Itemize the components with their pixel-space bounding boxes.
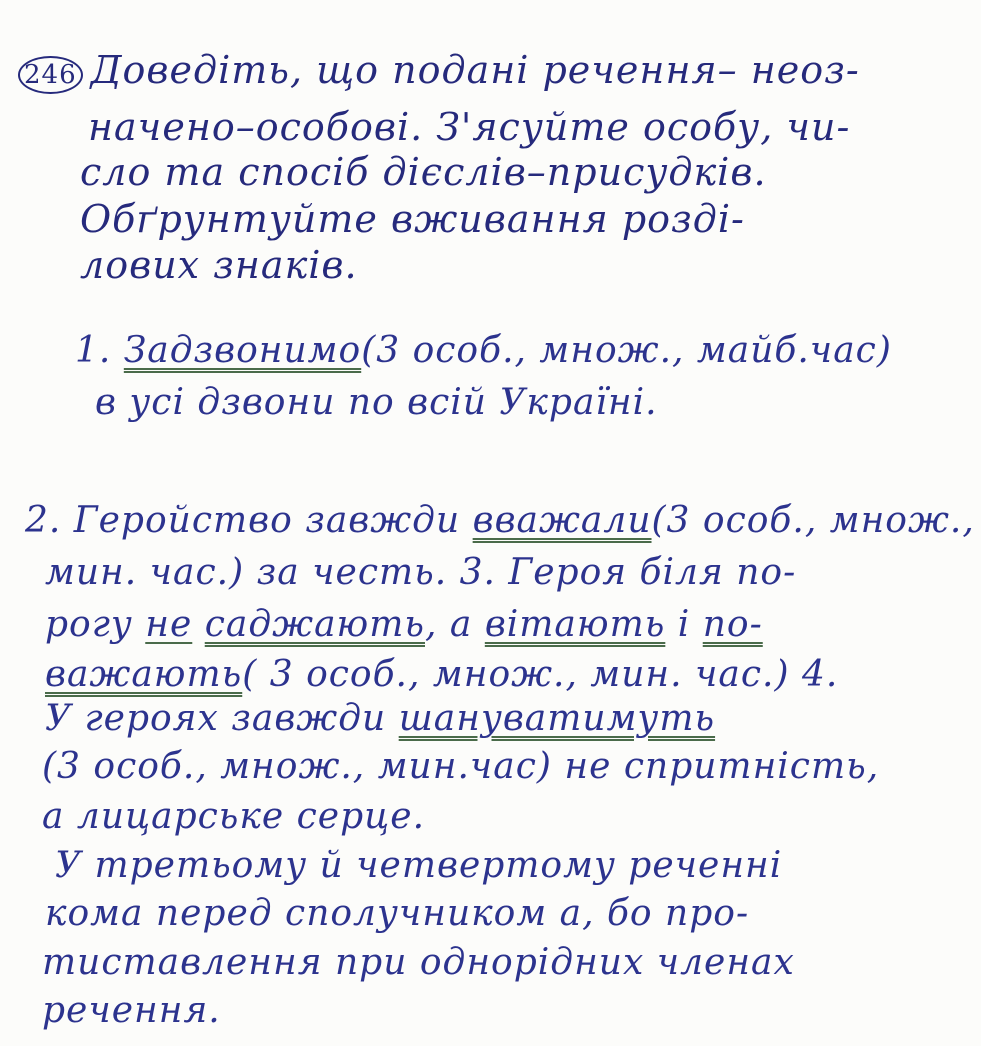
task-line-2: начено–особові. З'ясуйте особу, чи- [88,105,851,149]
explanation-line-4: речення. [42,990,221,1031]
answer1-line-2: в усі дзвони по всій Україні. [95,382,658,423]
predicate: по- [702,604,763,645]
answer2-line-6: (3 особ., множ., мин.час) не спритність, [42,746,880,787]
answer2-line-7: а лицарське серце. [42,796,426,837]
answer2-line-2: мин. час.) за честь. 3. Героя біля по- [45,552,797,593]
task-line-4: Обґрунтуйте вживання розді- [80,197,745,241]
answer2-line-4: важають( 3 особ., множ., мин. час.) 4. [45,654,839,695]
answer2-line-5: У героях завжди шануватимуть [45,698,716,739]
explanation-line-2: кома перед сполучником а, бо про- [45,893,750,934]
task-line-1: 246 Доведіть, що подані речення– неоз- [18,48,860,94]
answer2-line-1: 2. Геройство завжди вважали(3 особ., множ., [25,500,975,541]
predicate: саджають [204,604,425,645]
answer1-line-1: 1. Задзвонимо(3 особ., множ., майб.час) [75,330,892,371]
predicate: Задзвонимо [123,330,362,371]
predicate: важають [45,654,243,695]
explanation-line-1: У третьому й четвертому реченні [55,845,783,886]
task-line-5: лових знаків. [80,243,358,287]
predicate: вважали [472,500,652,541]
predicate: шануватимуть [398,698,716,739]
predicate: вітають [484,604,666,645]
task-line-3: сло та спосіб дієслів–присудків. [80,150,767,194]
exercise-number: 246 [18,56,83,94]
answer2-line-3: рогу не саджають, а вітають і по- [45,604,763,645]
explanation-line-3: тиставлення при однорідних членах [42,942,795,983]
particle: не [145,604,193,645]
